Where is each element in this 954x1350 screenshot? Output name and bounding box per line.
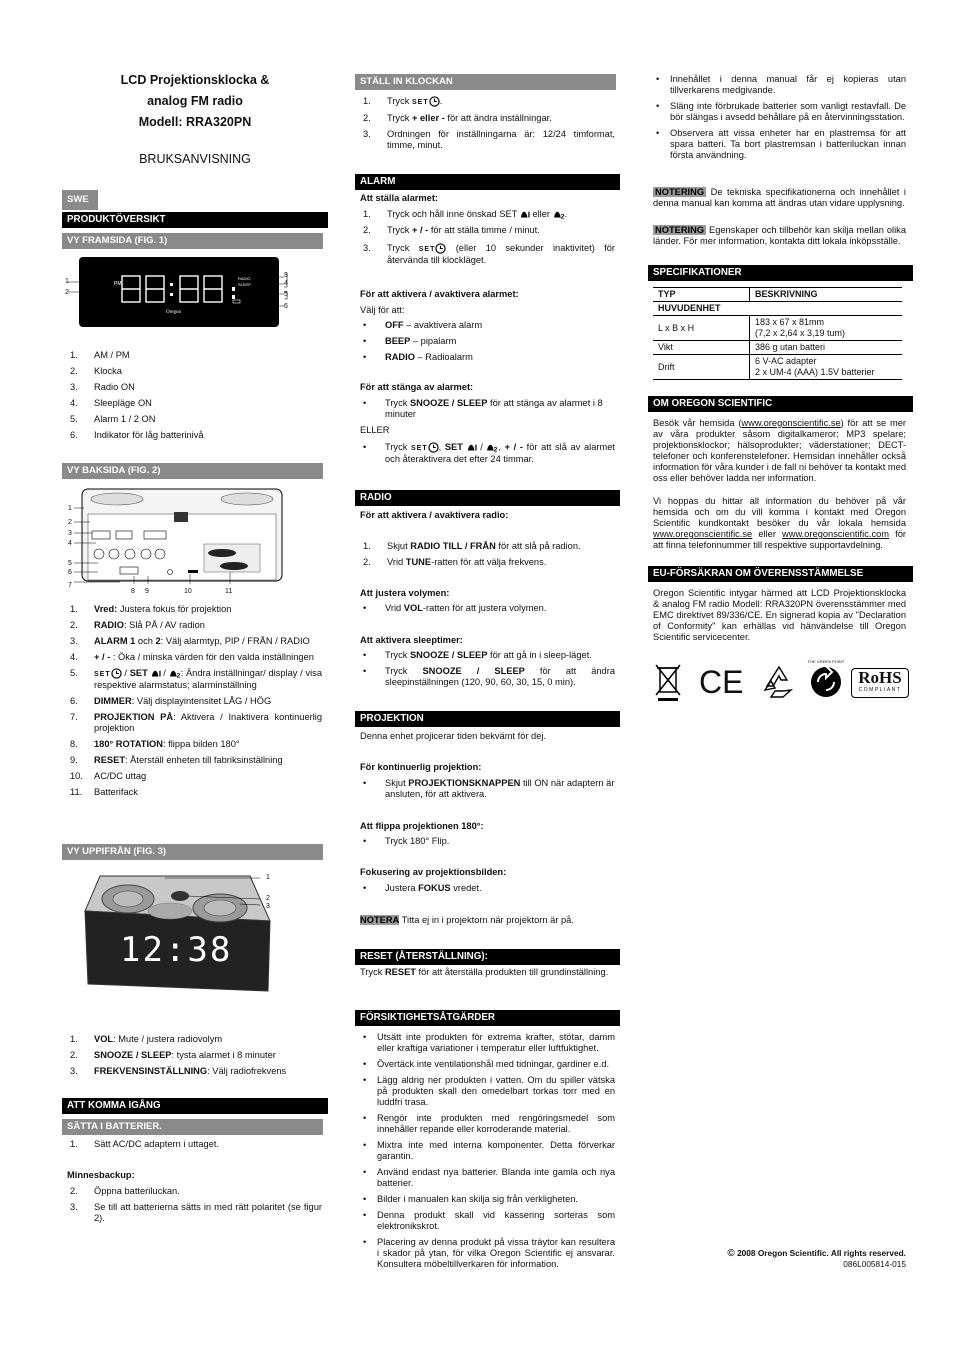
set-icon: SET <box>418 246 436 253</box>
list-item: 5. SET / SET / 2 : Ändra inställningar/ display / visa respektive alarmstatus; alarminställning <box>70 668 322 690</box>
notering-tag: NOTERING <box>655 225 705 235</box>
list-item: 1. Tryck och håll inne önskad SET eller 2 . <box>363 209 568 220</box>
document-code: 086L005814-015 <box>843 1259 906 1269</box>
title-block <box>62 70 328 133</box>
fig1-callout-3: 3 <box>284 272 288 279</box>
list-item: 2. Klocka <box>70 366 122 376</box>
weee-bin-icon <box>653 662 683 702</box>
list-item: • RADIO – Radioalarm <box>363 352 473 362</box>
fig1-brand-logo: Oregon <box>166 310 181 315</box>
compliance-logos <box>653 660 911 705</box>
projection-focus-list <box>355 883 615 899</box>
projection-focus-label: Fokusering av projektionsbilden: <box>360 867 507 877</box>
list-item: • Placering av denna produkt på vissa träytor kan resultera i skador på ytan, för vilka Oregon Scientific ej ansvarar. Konsultera möbeltillverkaren för information. <box>363 1237 615 1269</box>
fig2-callout-2: 2 <box>68 519 72 526</box>
alarm-2-icon <box>169 669 181 679</box>
fig2-callout-11: 11 <box>225 588 233 595</box>
col-beskrivning: BESKRIVNING <box>750 288 903 302</box>
subsection-header-batterier: SÄTTA I BATTERIER. <box>62 1119 323 1135</box>
fig3-callout-2: 2 <box>266 895 270 902</box>
list-item: • Tryck SNOOZE / SLEEP för att ändra sleepinställningen (120, 90, 60, 30, 15, 0 min). <box>363 666 615 687</box>
subsection-header-back: VY BAKSIDA (FIG. 2) <box>62 463 323 479</box>
copyright: © 2008 Oregon Scientific. All rights reserved. <box>727 1248 906 1259</box>
set-icon: SET <box>94 671 111 678</box>
fig1-callout-1: 1 <box>65 278 69 285</box>
list-item: 2. Vrid TUNE-ratten för att välja frekvens. <box>363 557 547 567</box>
alarm-2-icon <box>486 443 498 453</box>
list-item: 2. RADIO: Slå PÅ / AV radion <box>70 620 205 630</box>
green-point-icon <box>807 663 845 701</box>
list-item: 3. Tryck SET (eller 10 sekunder inaktivitet) för återvända till klockläget. <box>363 243 615 265</box>
alarm-1-icon <box>520 210 530 220</box>
list-item: 1. Sätt AC/DC adaptern i uttaget. <box>70 1139 220 1149</box>
fig1-radio-label: RADIO <box>238 276 251 281</box>
fig2-callout-9: 9 <box>145 588 149 595</box>
fig2-callout-4: 4 <box>68 540 72 547</box>
list-item: 2. Öppna batteriluckan. <box>70 1186 180 1196</box>
fig1-pm-label: PM <box>114 281 122 287</box>
fig1-callout-4: 4 <box>284 280 288 287</box>
fig1-callout-5: 5 <box>284 291 288 298</box>
list-item: 1. Skjut RADIO TILL / FRÅN för att slå på radion. <box>363 541 581 551</box>
list-item: 1. VOL: Mute / justera radiovolym <box>70 1034 223 1044</box>
table-header-row <box>653 288 902 302</box>
list-item: • Skjut PROJEKTIONSKNAPPEN till ON när adaptern är ansluten, för att aktivera. <box>363 778 615 799</box>
section-header-spec: SPECIFIKATIONER <box>648 265 913 281</box>
alarm-choose-text: Välj för att: <box>360 305 405 315</box>
subsection-header-front: VY FRAMSIDA (FIG. 1) <box>62 233 323 249</box>
list-item: 3. Radio ON <box>70 382 135 392</box>
list-item: 11. Batterifack <box>70 787 138 797</box>
list-item: 3. ALARM 1 och 2: Välj alarmtyp, PIP / FRÅN / RADIO <box>70 636 310 646</box>
alarm-set-steps <box>355 209 615 271</box>
alarm-stop-list <box>355 398 615 425</box>
battery-steps-1 <box>62 1139 322 1155</box>
green-point-label: THE GREEN POINT <box>807 659 845 664</box>
list-item: 7. PROJEKTION PÅ: Aktivera / Inaktivera kontinuerlig projektion <box>70 712 323 733</box>
list-item: • Lägg aldrig ner produkten i vatten. Om du spiller vätska på produkten skall den omedelbart torkas torr med en luddfri trasa. <box>363 1075 615 1107</box>
section-header-projektion: PROJEKTION <box>355 711 620 727</box>
list-item: 3. FREKVENSINSTÄLLNING: Välj radiofrekvens <box>70 1066 287 1076</box>
list-item: 1. AM / PM <box>70 350 130 360</box>
website-link[interactable]: www.oregonscientific.se <box>741 418 841 428</box>
fig1-callout-2: 2 <box>65 289 69 296</box>
table-row: L x B x H 183 x 67 x 81mm (7,2 x 2,64 x 3,19 tum) <box>653 316 902 341</box>
list-item: 2. SNOOZE / SLEEP: tysta alarmet i 8 minuter <box>70 1050 276 1060</box>
list-item: • Utsätt inte produkten för extrema krafter, stötar, damm eller kraftiga variationer i temperatur eller luftfuktighet. <box>363 1032 615 1053</box>
set-icon: SET <box>411 445 428 452</box>
svg-text:2: 2 <box>494 445 498 453</box>
list-item: 2. Tryck + eller - för att ändra inställningar. <box>363 113 552 123</box>
alarm-stop-label: För att stänga av alarmet: <box>360 382 474 392</box>
fig2-callout-3: 3 <box>68 530 72 537</box>
alarm-set-label: Att ställa alarmet: <box>360 193 439 203</box>
col-typ: TYP <box>653 288 750 302</box>
fig3-callout-1: 1 <box>266 874 270 881</box>
list-item: 4. + / - : Öka / minska värden för den valda inställningen <box>70 652 314 662</box>
projection-flip-list <box>355 836 615 852</box>
list-item: • BEEP – pipalarm <box>363 336 457 346</box>
figure-1-front <box>62 252 292 332</box>
clock-icon <box>111 668 122 679</box>
radio-sleep-label: Att aktivera sleeptimer: <box>360 635 463 645</box>
fig2-callout-10: 10 <box>184 588 192 595</box>
note-tag: NOTERA <box>360 915 400 925</box>
fig2-callout-6: 6 <box>68 569 72 576</box>
list-item: • Tryck 180° Flip. <box>363 836 450 846</box>
list-item: 6. DIMMER: Välj displayintensitet LÅG / HÖG <box>70 696 272 706</box>
list-item: 4. Sleepläge ON <box>70 398 152 408</box>
list-item: 5. Alarm 1 / 2 ON <box>70 414 156 424</box>
clock-icon <box>428 442 439 453</box>
fig3-display: 12:38 <box>120 930 233 970</box>
fig1-callout-6: 6 <box>284 303 288 310</box>
section-header-igang: ATT KOMMA IGÅNG <box>62 1098 328 1114</box>
ce-mark: CE <box>699 664 744 700</box>
projection-intro: Denna enhet projicerar tiden bekvämt för dej. <box>360 731 547 741</box>
list-item: 3. Se till att batterierna sätts in med rätt polaritet (se figur 2). <box>70 1202 322 1223</box>
fig2-callout-1: 1 <box>68 505 72 512</box>
alarm-options-list <box>355 320 615 368</box>
website-link[interactable]: www.oregonscientific.se <box>653 529 753 539</box>
list-item: • Innehållet i denna manual får ej kopieras utan tillverkarens medgivande. <box>656 74 906 95</box>
fig3-callout-3: 3 <box>266 903 270 910</box>
projection-note: NOTERA Titta ej in i projektorn när projektorn är på. <box>360 915 574 925</box>
subsection-header-top: VY UPPIFRÅN (FIG. 3) <box>62 844 323 860</box>
list-item: 10. AC/DC uttag <box>70 771 147 781</box>
about-paragraph-1: Besök vår hemsida (www.oregonscientific.se) för att se mer av våra produkter såsom digitalkameror; MP3 spelare; projektionsklockor; hälsoprodukter; väderstationer; DECT-telefoner och konferenstelefoner. Hemsidan innehåller också information för våra kunder i de fall ni behöver ta kontakt med oss eller behöver ladda ner information. <box>653 418 906 483</box>
reset-text: Tryck RESET för att återställa produkten till grundinställning. <box>360 967 609 977</box>
radio-sleep-list <box>355 650 615 693</box>
projection-flip-label: Att flippa projektionen 180°: <box>360 821 484 831</box>
list-item: • Justera FOKUS vredet. <box>363 883 482 893</box>
title-line-3: Modell: RRA320PN <box>138 115 252 129</box>
section-header-eu: EU-FÖRSÄKRAN OM ÖVERENSSTÄMMELSE <box>648 566 913 582</box>
about-paragraph-2: Vi hoppas du hittar all information du behöver på vår hemsida och om du vill komma i kontakt med Oregon Scientific kundkontakt besöker du vår lokala hemsida www.oregonscientific.se eller www.oregonscientific.com för att finna telefonnummer till respektive supportavdelning. <box>653 496 906 550</box>
copyright-symbol: © <box>727 1248 735 1259</box>
section-header-forsiktighet: FÖRSIKTIGHETSÅTGÄRDER <box>355 1010 620 1026</box>
language-tag: SWE <box>62 190 98 210</box>
specifications-table <box>653 287 902 380</box>
alarm-1-icon <box>467 443 477 453</box>
section-header-radio: RADIO <box>355 490 620 506</box>
front-features-list <box>62 350 324 446</box>
website-link[interactable]: www.oregonscientific.com <box>782 529 890 539</box>
title-line-2: analog FM radio <box>147 94 243 108</box>
fig2-callout-8: 8 <box>131 588 135 595</box>
document-subtitle: BRUKSANVISNING <box>139 152 251 166</box>
front-view-diagram <box>62 252 292 332</box>
fig2-callout-5: 5 <box>68 560 72 567</box>
alarm-2-icon <box>553 210 565 220</box>
group-huvudenhet: HUVUDENHET <box>653 302 902 316</box>
list-item: 3. Ordningen för inställningarna är: 12/24 timformat, timme, minut. <box>363 129 615 150</box>
list-item: 1. Tryck SET . <box>363 96 443 106</box>
radio-volume-label: Att justera volymen: <box>360 588 450 598</box>
section-header-alarm: ALARM <box>355 174 620 190</box>
eu-declaration-text: Oregon Scientific intygar härmed att LCD Projektionsklocka & analog FM radio Modell: RRA320PN överensstämmer med EMC direktivet 89/336/CE. En signerad kopia av "Declaration of Conformity" kan erhällas vid hänvändelse till Oregon Scientific servicecenter. <box>653 588 906 642</box>
list-item: 9. RESET: Återställ enheten till fabriksinställning <box>70 755 283 765</box>
section-header-om: OM OREGON SCIENTIFIC <box>648 396 913 412</box>
list-item: 8. 180° ROTATION: flippa bilden 180° <box>70 739 240 749</box>
table-row: Vikt 386 g utan batteri <box>653 341 902 355</box>
title-line-1: LCD Projektionsklocka & <box>120 73 270 87</box>
fig2-callout-7: 7 <box>68 582 72 589</box>
figure-2-back <box>62 484 292 596</box>
list-item: • Rengör inte produkten med rengöringsmedel som innehåller repande eller korroderande material. <box>363 1113 615 1134</box>
list-item: • Tryck SNOOZE / SLEEP för att stänga av alarmet i 8 minuter <box>363 398 603 419</box>
list-item: • Tryck SET , SET / 2 , + / - för att slå av alarmet och återaktivera det efter 24 timmar. <box>363 442 615 464</box>
rohs-text: RoHS <box>858 668 902 687</box>
list-item: 2. Tryck + / - för att ställa timme / minut. <box>363 225 540 235</box>
figure-3-top <box>80 866 290 1006</box>
alarm-activate-label: För att aktivera / avaktivera alarmet: <box>360 289 519 299</box>
projection-cont-list <box>355 778 615 805</box>
section-header-reset: RESET (ÅTERSTÄLLNING): <box>355 949 620 965</box>
table-row: Drift 6 V-AC adapter 2 x UM-4 (AAA) 1.5V batterier <box>653 355 902 380</box>
list-item: 1. Vred: Justera fokus för projektion <box>70 604 232 614</box>
set-icon: SET <box>411 99 429 106</box>
table-group-row <box>653 302 902 316</box>
memory-backup-label: Minnesbackup: <box>67 1170 135 1180</box>
list-item: • OFF – avaktivera alarm <box>363 320 483 330</box>
precautions-list <box>355 1032 615 1275</box>
list-item: • Släng inte förbrukade batterier som vanligt restavfall. De bör slängas i avsedd behållare på en återvinningsstation. <box>656 101 906 122</box>
list-item: • Övertäck inte ventilationshål med tidningar, gardiner e.d. <box>363 1059 610 1069</box>
notering-2: NOTERING Egenskaper och tillbehör kan skilja mellan olika länder. För mer information, kontakta ditt lokala inköpsställe. <box>653 225 906 246</box>
rohs-compliant-text: COMPLIANT <box>858 687 902 693</box>
list-item: • Använd endast nya batterier. Blanda inte gamla och nya batterier. <box>363 1167 615 1188</box>
list-item: • Mixtra inte med interna komponenter. Detta förverkar garantin. <box>363 1140 615 1161</box>
fig1-sleep-label: SLEEP <box>238 282 251 287</box>
subsection-header-klocka: STÄLL IN KLOCKAN <box>355 74 616 90</box>
top-features-list <box>62 1034 322 1082</box>
alarm-1-icon <box>151 669 161 679</box>
notering-1: NOTERING De tekniska specifikationerna och innehållet i denna manual kan komma att ändras utan vidare upplysning. <box>653 187 906 208</box>
radio-steps <box>355 541 615 573</box>
list-item: • Tryck SNOOZE / SLEEP för att gå in i sleep-läget. <box>363 650 592 660</box>
list-item: • Bilder i manualen kan skilja sig från verkligheten. <box>363 1194 579 1204</box>
list-item: • Observera att vissa enheter har en plastremsa för att spara batteri. Ta bort plastremsan i batteriluckan innan första användning. <box>656 128 906 160</box>
list-item: 6. Indikator för låg batterinivå <box>70 430 204 440</box>
svg-text:2: 2 <box>176 671 180 679</box>
radio-activate-label: För att aktivera / avaktivera radio: <box>360 510 509 520</box>
alarm-or-list <box>355 442 615 470</box>
clock-steps <box>355 96 615 156</box>
recycle-icon <box>761 664 797 700</box>
back-view-diagram <box>62 484 292 596</box>
list-item: • Vrid VOL-ratten för att justera volymen. <box>363 603 547 613</box>
clock-icon <box>429 96 440 107</box>
back-features-list <box>62 604 322 803</box>
notering-tag: NOTERING <box>655 187 705 197</box>
svg-text:2: 2 <box>560 212 564 220</box>
section-header-produktoversikt: PRODUKTÖVERSIKT <box>62 212 328 228</box>
clock-icon <box>435 243 446 254</box>
radio-volume-list <box>355 603 615 619</box>
alarm-or-text: ELLER <box>360 425 390 435</box>
battery-steps-2 <box>62 1186 322 1229</box>
projection-cont-label: För kontinuerlig projektion: <box>360 762 482 772</box>
rohs-logo <box>851 668 909 698</box>
general-notes-list <box>648 74 906 166</box>
list-item: • Denna produkt skall vid kassering sorteras som elektronikskrot. <box>363 1210 615 1231</box>
